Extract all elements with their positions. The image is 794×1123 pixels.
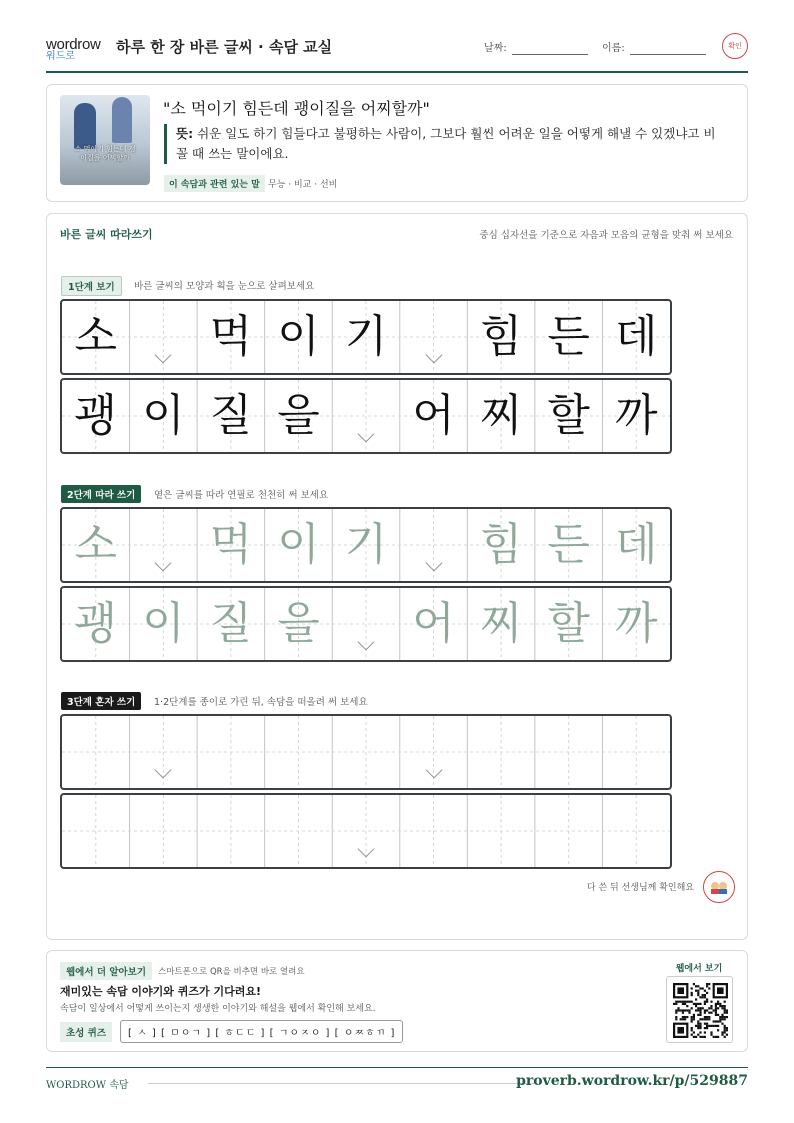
name-label: 이름: [602, 43, 625, 54]
date-label: 날짜: [484, 43, 507, 54]
illustration-caption: 소 먹이기 힘든데 괭이질을 어찌할까 [74, 145, 136, 162]
teacher-stamp-icon [703, 871, 735, 903]
qr-code-icon[interactable] [666, 976, 733, 1043]
proverb-meaning [164, 124, 724, 164]
name-field[interactable] [630, 54, 706, 55]
grid-char: 괭 [74, 390, 118, 441]
footer-rule [148, 1083, 538, 1084]
grid-char: 기 [344, 519, 388, 570]
grid-char: 할 [547, 390, 590, 441]
footer-url[interactable]: proverb.wordrow.kr/p/529887 [516, 1073, 748, 1089]
grid-char: 소 [74, 311, 118, 362]
web-desc: 속담이 일상에서 어떻게 쓰이는지 생생한 이야기와 해설을 웹에서 확인해 보세요. [60, 1004, 376, 1014]
grid-step1-row2 [60, 378, 672, 454]
grid-char: 괭 [74, 598, 118, 649]
grid-char: 먹 [209, 519, 253, 570]
date-field[interactable] [512, 54, 588, 55]
grid-step3-row1[interactable] [60, 714, 672, 790]
step2-label: 2단계 따라 쓰기 [61, 485, 141, 503]
grid-char: 데 [614, 311, 658, 362]
step2-hint: 옅은 글씨를 따라 연필로 천천히 써 보세요 [154, 490, 329, 501]
step1-label: 1단계 보기 [61, 276, 122, 296]
step3-label: 3단계 혼자 쓰기 [61, 692, 141, 710]
check-stamp-icon: 확인 [722, 33, 748, 59]
grid-step2-row1[interactable] [60, 507, 672, 583]
grid-char: 찌 [479, 390, 523, 441]
meaning-text: 쉬운 일도 하기 힘들다고 불평하는 사람이, 그보다 훨씬 어려운 일을 어떻게 해낼 수 있겠냐고 비꼴 때 쓰는 말이에요. [176, 126, 716, 161]
grid-char: 을 [277, 598, 320, 649]
grid-char: 질 [209, 598, 253, 649]
web-title: 재미있는 속담 이야기와 퀴즈가 기다려요! [60, 985, 261, 998]
grid-char: 든 [547, 311, 590, 362]
footer-divider [46, 1067, 748, 1068]
header-divider [46, 71, 748, 73]
meaning-label: 뜻: [176, 126, 194, 141]
qr-label: 웹에서 보기 [675, 964, 723, 974]
grid-char: 기 [344, 311, 388, 362]
grid-char: 든 [547, 519, 590, 570]
web-hint: 스마트폰으로 QR을 비추면 바로 열려요 [158, 967, 305, 977]
check-instruction: 다 쓴 뒤 선생님께 확인해요 [586, 883, 694, 893]
grid-step1-row1 [60, 299, 672, 375]
grid-step3-row2[interactable] [60, 793, 672, 869]
logo-sub: 워드로 [46, 51, 75, 62]
practice-heading: 바른 글씨 따라쓰기 [60, 228, 153, 241]
step3-hint: 1·2단계를 종이로 가린 뒤, 속담을 떠올려 써 보세요 [154, 697, 368, 708]
footer-brand: WORDROW 속담 [46, 1080, 129, 1091]
grid-char: 힘 [479, 519, 523, 570]
grid-char: 을 [277, 390, 320, 441]
grid-char: 소 [74, 519, 118, 570]
grid-char: 어 [412, 390, 455, 441]
grid-char: 찌 [479, 598, 523, 649]
grid-char: 이 [277, 519, 320, 570]
grid-char: 까 [614, 390, 658, 441]
grid-char: 이 [142, 598, 185, 649]
grid-char: 할 [547, 598, 590, 649]
grid-char: 어 [412, 598, 455, 649]
grid-char: 이 [277, 311, 320, 362]
related-words: 무능 · 비교 · 선비 [268, 180, 338, 190]
step1-hint: 바른 글씨의 모양과 획을 눈으로 살펴보세요 [134, 281, 315, 292]
proverb-title: "소 먹이기 힘든데 괭이질을 어찌할까" [163, 99, 430, 118]
grid-step2-row2[interactable] [60, 586, 672, 662]
grid-char: 힘 [479, 311, 523, 362]
practice-hint: 중심 십자선을 기준으로 자음과 모음의 균형을 맞춰 써 보세요 [479, 230, 733, 241]
quiz-text: [ ㅅ ] [ ㅁㅇㄱ ] [ ㅎㄷㄷ ] [ ㄱㅇㅈㅇ ] [ ㅇㅉㅎㄲ ] [120, 1020, 403, 1043]
page-title: 하루 한 장 바른 글씨 · 속담 교실 [116, 38, 333, 56]
grid-char: 질 [209, 390, 253, 441]
related-label: 이 속담과 관련 있는 말 [164, 175, 265, 192]
grid-char: 데 [614, 519, 658, 570]
grid-char: 먹 [209, 311, 253, 362]
web-tag: 웹에서 더 알아보기 [60, 962, 152, 980]
proverb-illustration [60, 95, 150, 185]
logo: wordrow [46, 36, 101, 53]
quiz-label: 초성 퀴즈 [60, 1022, 112, 1042]
grid-char: 이 [142, 390, 185, 441]
grid-char: 까 [614, 598, 658, 649]
